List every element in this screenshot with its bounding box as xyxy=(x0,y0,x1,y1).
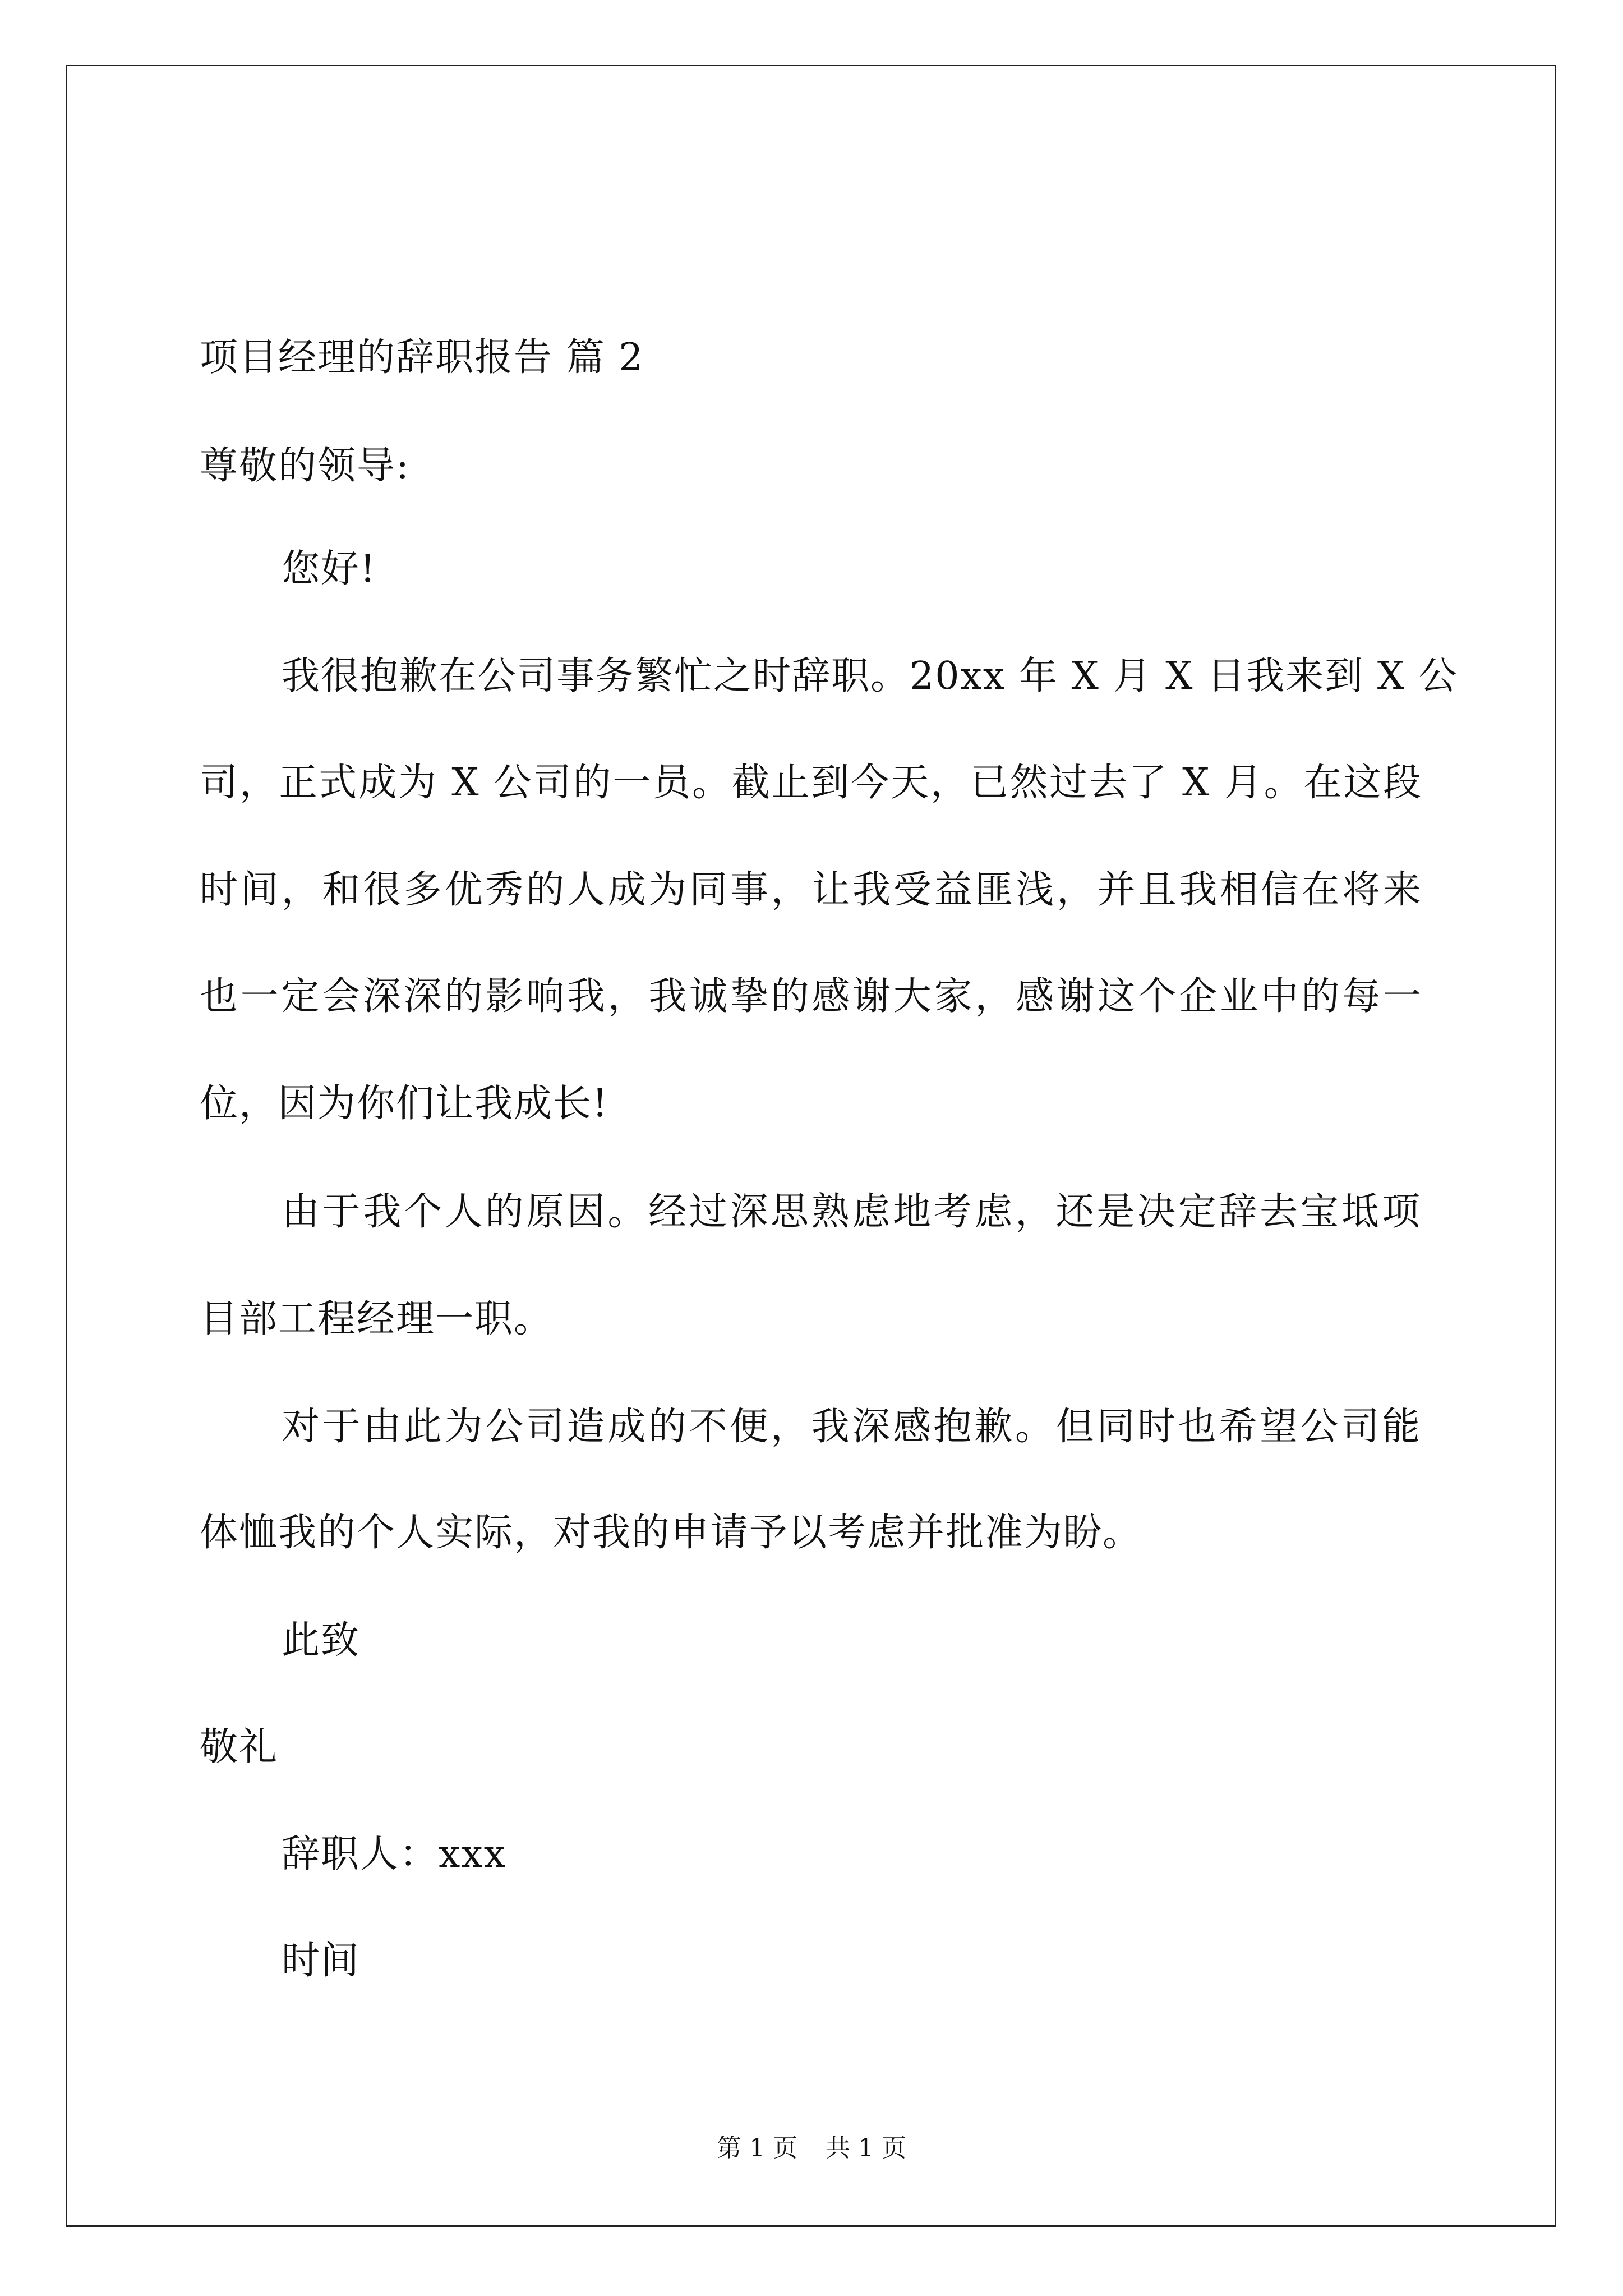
page-number-current: 第 1 页 xyxy=(717,2134,797,2162)
greeting: 您好! xyxy=(282,547,377,591)
paragraph-1-line-5: 位，因为你们让我成长! xyxy=(200,1082,609,1126)
salutation: 尊敬的领导: xyxy=(200,444,410,488)
paragraph-3-line-2: 体恤我的个人实际，对我的申请予以考虑并批准为盼。 xyxy=(200,1511,1142,1555)
page-number-total: 共 1 页 xyxy=(826,2134,906,2162)
closing-jing-li: 敬礼 xyxy=(200,1725,279,1769)
paragraph-1-line-2: 司，正式成为 X 公司的一员。截止到今天，已然过去了 X 月。在这段 xyxy=(200,761,1422,805)
paragraph-1-line-3: 时间，和很多优秀的人成为同事，让我受益匪浅，并且我相信在将来 xyxy=(200,868,1422,912)
paragraph-1-line-4: 也一定会深深的影响我，我诚挚的感谢大家，感谢这个企业中的每一 xyxy=(200,974,1422,1019)
signature: 辞职人：xxx xyxy=(282,1832,507,1876)
page-border xyxy=(66,65,1556,2227)
paragraph-2-line-2: 目部工程经理一职。 xyxy=(200,1297,554,1341)
date-label: 时间 xyxy=(282,1939,361,1983)
paragraph-3-line-1: 对于由此为公司造成的不便，我深感抱歉。但同时也希望公司能 xyxy=(282,1405,1421,1449)
document-title: 项目经理的辞职报告 篇 2 xyxy=(200,335,644,380)
paragraph-1-line-1: 我很抱歉在公司事务繁忙之时辞职。20xx 年 X 月 X 日我来到 X 公 xyxy=(282,654,1458,698)
closing-ci-zhi: 此致 xyxy=(282,1618,361,1663)
paragraph-2-line-1: 由于我个人的原因。经过深思熟虑地考虑，还是决定辞去宝坻项 xyxy=(282,1190,1421,1234)
page-footer xyxy=(0,2136,1623,2161)
